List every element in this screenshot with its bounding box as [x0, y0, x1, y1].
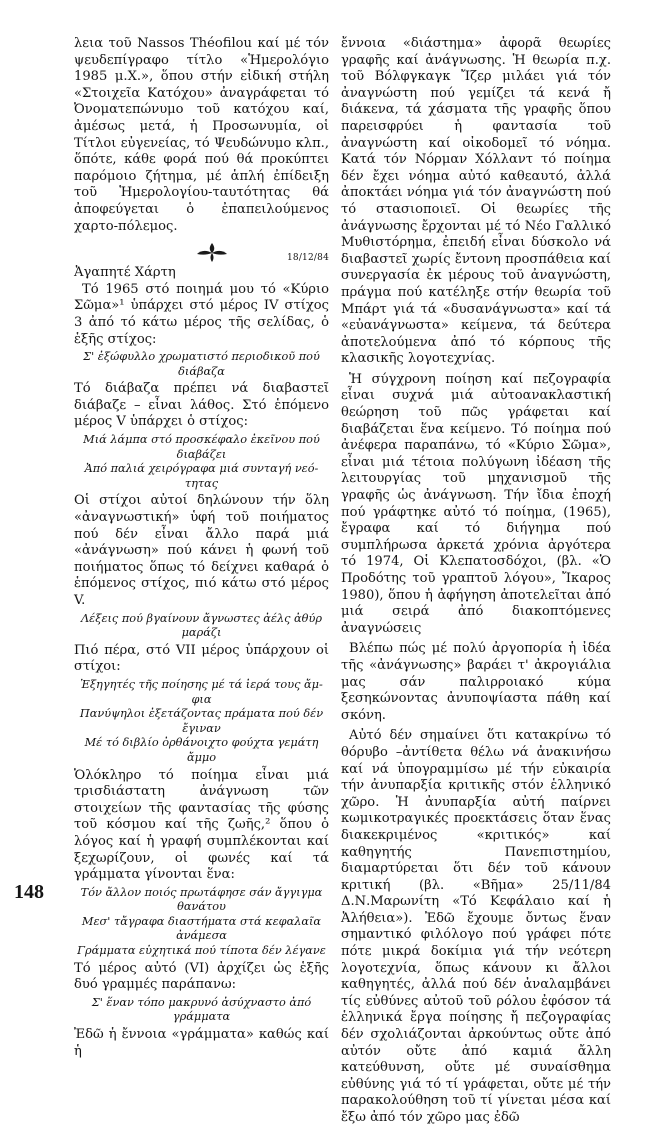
paragraph: Ἡ σύγχρονη ποίηση καί πεζογραφία εἶναι συχνά μιά αὐτοανακλαστική θεώρηση τοῦ πῶς γράφεται καί διαβάζεται ἕνα κείμενο. Τό ποίημα πού ἀνέφερα παραπάνω, τό «Κύριο Σῶμα», εἶναι μιά τέτοια πολύγωνη ἰδέαση τῆς λειτουργίας τοῦ μηχανισμοῦ τῆς γραφῆς ὡς ἀνάγνωση. Τήν ἴδια ἐποχή πού γράφτηκε αὐτό τό ποίημα, (1965), ἔγραφα καί τό διήγημα πού συμπλήρωσα ἀρκετά χρόνια ἀργότερα τό 1974, Οἱ Κλεπατοσδόχοι, (βλ. «Ὁ Προδότης τοῦ γραπτοῦ λόγου», Ἴκαρος 1980), ὅπου ἡ ἀφήγηση ἀποτελεῖται ἀπό μιά σειρά ἀπό διακοπτόμενες ἀναγνώσεις: [341, 371, 611, 636]
left-column: [74, 36, 329, 1060]
page-number: 148: [14, 881, 44, 903]
verse-line: Λέξεις πού βγαίνουν ἄγνωστες ἀέλς ἀθύρ: [81, 611, 322, 625]
verse-quote: [74, 433, 329, 491]
paragraph: λεια τοῦ Nassos Théofilou καί μέ τόν ψευδεπίγραφο τίτλο «Ἡμερολόγιο 1985 μ.Χ.», ὅπου στήν εἰδική στήλη «Στοιχεῖα Κατόχου» ἀναγράφεται τό Ὀνοματεπώνυμο τοῦ κατόχου καί, ἀμέσως μετά, ἡ Προσωνυμία, οἱ Τίτλοι εὐγενείας, τό Ψευδώνυμο κλπ., ὅπότε, κάθε φορά πού θά προκύπτει παρόμοιο ζήτημα, μέ ἁπλή ἐπίδειξη τοῦ Ἡμερολογίου-ταυτότητας θά ἀποφεύγεται ὁ ἐπαπειλούμενος χαρτο-πόλεμος.: [74, 36, 329, 234]
right-column: [341, 36, 611, 1127]
verse-quote: [74, 678, 329, 766]
verse-line: γράμματα: [172, 1010, 231, 1024]
verse-line: διαβάζει: [176, 447, 227, 461]
verse-line: Μιά λάμπα στό προσκέφαλο ἐκεῖνου πού: [83, 433, 320, 447]
verse-line: Ἐξηγητές τῆς ποίησης μέ τά ἱερά τους ἄμ-: [80, 677, 323, 691]
verse-line: ἄμμο: [186, 750, 217, 764]
verse-line: Σ' ἕναν τόπο μακρυνό ἀσύχναστο ἀπό: [91, 995, 312, 1009]
verse-line: ἀνάμεσα: [176, 929, 227, 943]
paragraph: Τό 1965 στό ποιημά μου τό «Κύριο Σῶμα»¹ ὑπάρχει στό μέρος IV στίχος 3 ἀπό τό κάτω μέρος τῆς σελίδας, ὁ ἑξῆς στίχος:: [74, 281, 329, 347]
paragraph: Τό μέρος αὐτό (VI) ἀρχίζει ὡς ἑξῆς δυό γραμμές παράπανω:: [74, 960, 329, 993]
paragraph: Αὐτό δέν σημαίνει ὅτι κατακρίνω τό θόρυβο –ἀντίθετα θέλω νά ἀνακινήσω καί νά ὑπογραμμίσω μέ τήν εὐκαιρία τήν ἀνυπαρξία κριτικῆς στόν ἑλληνικό χῶρο. Ἡ ἀνυπαρξία αὐτή παίρνει κωμικοτραγικές προεκτάσεις ὅταν ἕνας διακεκριμένος «κριτικός» καί καθηγητής Πανεπιστημίου, διαμαρτύρεται ὅτι δέν τοῦ κάνουν κριτική (βλ. «Βῆμα» 25/11/84 Δ.Ν.Μαρωνίτη «Τό Κεφάλαιο καί ἡ Ἀλήθεια»). Ἐδῶ ἔχουμε ὄντως ἕναν σημαντικό φιλόλογο πού γράφει πότε πότε μικρά δοκίμια γιά τήν νεότερη λογοτεχνία, ὅπως κάνουν κι ἄλλοι καθηγητές, ἀλλά πού δέν ἀναλαμβάνει τίς εὐθύνες αὐτοῦ τοῦ ρόλου ἐφόσον τά ἑλληνικά ἔργα ποίησης ἤ πεζογραφίας δέν σχολιάζονται ἀρκούντως οὔτε ἀπό αὐτόν οὔτε ἀπό καμιά ἄλλη κατεύθυνση, οὔτε μέ συναίσθημα εὐθύνης γιά τό τί γράφεται, οὔτε μέ τήν παρακολούθηση τοῦ τί γίνεται μέσα καί ἔξω ἀπό τόν χῶρο μας ἐδῶ: [341, 728, 611, 1125]
verse-line: θανάτου: [177, 900, 226, 914]
verse-line: Τόν ἄλλον ποιός πρωτάφησε σάν ἄγγιγμα: [80, 885, 323, 899]
paragraph: Ὁλόκληρο τό ποίημα εἶναι μιά τρισδιάστατη ἀνάγνωση τῶν στοιχείων τῆς φαντασίας τῆς φύσης τοῦ κόσμου καί τῆς ζωῆς,² ὅπου ὁ λόγος καί ἡ γραφή συμπλέκονται καί ξεχωρίζουν, οἱ φωνές καί τά γράμματα γίνονται ἕνα:: [74, 767, 329, 883]
verse-line: τητας: [184, 476, 219, 490]
letter-date: 18/12/84: [286, 253, 329, 264]
paragraph: ἔννοια «διάστημα» ἀφορᾶ θεωρίες γραφῆς καί ἀνάγνωσης. Ἡ θεωρία π.χ. τοῦ Βόλφγκαγκ Ἴζερ μιλάει γιά τόν ἀναγνώστη πού γεμίζει τά κενά ἤ διάκενα, τά χάσματα τῆς γραφῆς ὅπου παρεισφρύει ἡ φαντασία τοῦ ἀναγνώστη καί οἰκοδομεῖ τό νόημα. Κατά τόν Νόρμαν Χόλλαντ τό ποίημα δέν ἔχει νόημα αὐτό καθεαυτό, ἀλλά ἀποκτάει νόημα γιά τόν ἀναγνώστη πού τό στασιοποιεῖ. Οἱ θεωρίες τῆς ἀνάγνωσης ἔρχονται μέ τό Νέο Γαλλικό Μυθιστόρημα, ἐπειδή εἶναι δύσκολο νά διαβαστεῖ χωρίς ἔντονη προσπάθεια καί συνεργασία ἐκ μέρους τοῦ ἀναγνώστη, πράγμα πού κατέληξε στήν θεωρία τοῦ Μπάρτ γιά τά «δυσανάγνωστα» καί τά «εὐανάγνωστα» κείμενα, τά δεύτερα ἀποτελούμενα ἀπό τό κόρπους τῆς κλασικῆς λογοτεχνίας.: [341, 36, 611, 367]
verse-quote: [74, 350, 329, 379]
verse-line: Μεσ' τἄγραφα διαστήματα στά κεφαλαῖα: [81, 914, 322, 928]
paragraph: Οἱ στίχοι αὐτοί δηλώνουν τήν ὅλη «ἀναγνωστική» ὑφή τοῦ ποιήματος πού δέν εἶναι ἄλλο παρά μιά «ἀνάγνωση» πού κάνει ἡ φωνή τοῦ ποιήματος ὅπως τό δείχνει καθαρά ὁ ἑπόμενος στίχος, πιό κάτω στό μέρος V.: [74, 493, 329, 608]
paragraph: Βλέπω πώς μέ πολύ ἀργοπορία ἡ ἰδέα τῆς «ἀνάγνωσης» βαράει τ' ἀκρογιάλια μας σάν παλιρροιακό κύμα ξεσηκώνοντας ἀνυποψίαστα πάθη καί σκόνη.: [341, 641, 611, 723]
verse-line: μαράζι: [181, 626, 222, 640]
paragraph: Τό διάβαζα πρέπει νά διαβαστεῖ διάβαζε – εἶναι λάθος. Στό ἑπόμενο μέρος V ὑπάρχει ὁ στίχος:: [74, 381, 329, 430]
verse-line: ἔγιναν: [182, 721, 221, 735]
verse-quote: [74, 612, 329, 641]
ornament-icon: [192, 241, 232, 263]
paragraph: Ἐδῶ ἡ ἔννοια «γράμματα» καθώς καί ἡ: [74, 1027, 329, 1059]
verse-line: Σ' ἐξώφυλλο χρωματιστό περιοδικοῦ πού: [83, 350, 320, 364]
verse-line: Πανύψηλοι ἐξετάζοντας πράματα πού δέν: [79, 707, 324, 721]
verse-quote: [74, 996, 329, 1025]
letter-greeting: Ἀγαπητέ Χάρτη: [74, 265, 176, 281]
paragraph: Πιό πέρα, στό VII μέρος ὑπάρχουν οἱ στίχοι:: [74, 642, 329, 675]
verse-line: διάβαζα: [178, 364, 225, 378]
verse-line: Ἀπό παλιά χειρόγραφα μιά συνταγή νεό-: [84, 462, 319, 476]
section-divider: [74, 241, 329, 263]
verse-line: φια: [191, 692, 212, 706]
verse-quote: [74, 886, 329, 959]
verse-line: Γράμματα εὐχητικά πού τίποτα δέν λέγανε: [77, 944, 326, 958]
verse-line: Μέ τό διβλίο ὀρθάνοιχτο φούχτα γεμάτη: [84, 736, 319, 750]
